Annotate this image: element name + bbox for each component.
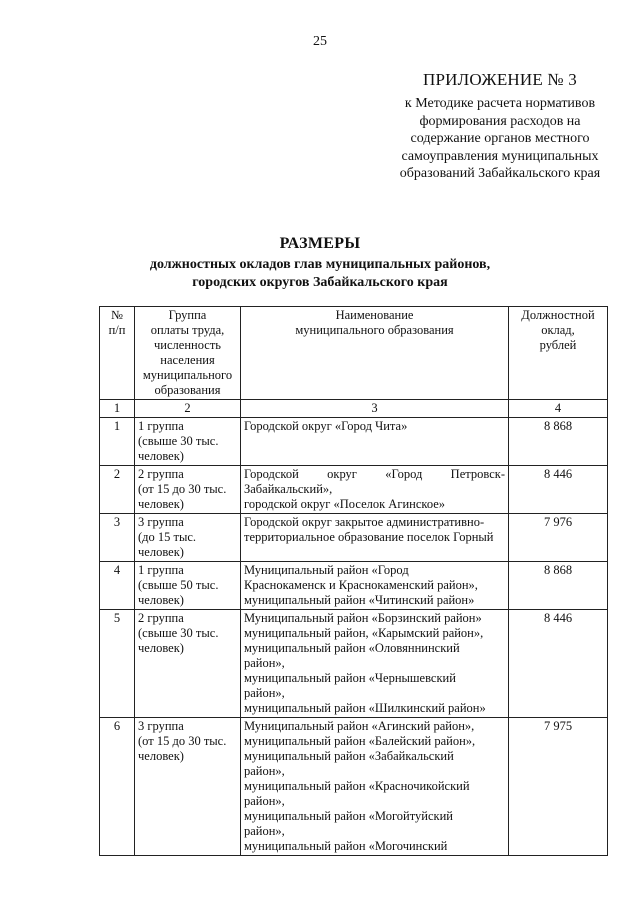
row-municipality-line: муниципальный район «Балейский район», <box>244 734 476 748</box>
table-row <box>100 514 608 562</box>
row-number: 5 <box>100 610 135 718</box>
header-line: Группа <box>168 308 207 322</box>
page-number: 25 <box>313 34 327 49</box>
row-group-line: (свыше 30 тыс. <box>138 434 219 448</box>
appendix-line: содержание органов местного <box>410 131 590 146</box>
header-line: образования <box>154 383 221 397</box>
table-row <box>100 418 608 466</box>
heading-line: городских округов Забайкальского края <box>192 275 448 290</box>
table-header-row <box>100 307 608 400</box>
row-salary: 7 975 <box>509 718 608 856</box>
row-group-line: (свыше 30 тыс. <box>138 626 219 640</box>
row-number: 3 <box>100 514 135 562</box>
row-municipality-line: Муниципальный район «Город <box>244 563 409 577</box>
appendix-line: формирования расходов на <box>419 113 581 129</box>
row-group-line: человек) <box>138 449 184 463</box>
row-municipality-line: муниципальный район «Могойтуйский <box>244 809 453 823</box>
row-municipality <box>241 562 509 610</box>
heading-line: должностных окладов глав муниципальных районов, <box>149 257 491 272</box>
row-salary: 7 976 <box>509 514 608 562</box>
row-municipality-line: территориальное образование поселок Горный <box>244 530 494 544</box>
row-group-line: человек) <box>138 749 184 763</box>
row-municipality-line: Муниципальный район «Агинский район», <box>244 719 475 733</box>
row-municipality-line: муниципальный район «Могочинский <box>244 839 448 853</box>
row-municipality <box>241 466 509 514</box>
row-group-line: человек) <box>138 497 184 511</box>
row-group <box>135 610 241 718</box>
table-body <box>100 418 608 856</box>
row-municipality-line: район», <box>244 824 285 838</box>
row-municipality <box>241 418 509 466</box>
header-name <box>241 307 509 400</box>
row-salary: 8 446 <box>509 610 608 718</box>
row-group <box>135 562 241 610</box>
salary-table <box>99 306 608 856</box>
appendix-line: образований Забайкальского края <box>399 166 601 181</box>
row-municipality-line: Городской округ «Город Петровск- <box>244 467 505 481</box>
row-municipality-line: район», <box>244 656 285 670</box>
heading-subtitle <box>0 256 640 292</box>
header-line: населения <box>160 353 215 367</box>
row-group-line: 3 группа <box>138 515 184 529</box>
header-line: муниципального <box>142 368 233 382</box>
row-group <box>135 718 241 856</box>
table-row <box>100 466 608 514</box>
header-line: Наименование <box>335 308 414 322</box>
column-number-row <box>100 400 608 418</box>
row-municipality-line: Забайкальский», <box>244 482 333 496</box>
row-municipality-line: Городской округ закрытое административно- <box>244 515 485 529</box>
column-number: 1 <box>100 400 135 418</box>
row-group-line: 2 группа <box>138 611 184 625</box>
column-number: 3 <box>241 400 509 418</box>
column-number: 2 <box>135 400 241 418</box>
row-group-line: 2 группа <box>138 467 184 481</box>
table-row <box>100 610 608 718</box>
header-line: оплаты труда, <box>150 323 225 337</box>
row-municipality-line: район», <box>244 794 285 808</box>
appendix-line: самоуправления муниципальных <box>401 148 599 164</box>
row-municipality-line: муниципальный район «Красночикойский <box>244 779 470 793</box>
row-number: 4 <box>100 562 135 610</box>
row-group-line: 1 группа <box>138 563 184 577</box>
row-salary: 8 868 <box>509 418 608 466</box>
row-group <box>135 466 241 514</box>
row-group-line: (от 15 до 30 тыс. <box>138 734 227 748</box>
header-line: рублей <box>539 338 577 352</box>
row-salary: 8 868 <box>509 562 608 610</box>
header-line: численность <box>154 338 221 352</box>
row-group-line: человек) <box>138 641 184 655</box>
row-municipality <box>241 718 509 856</box>
appendix-line: к Методике расчета нормативов <box>404 96 596 111</box>
heading-title: РАЗМЕРЫ <box>279 235 361 252</box>
row-number: 2 <box>100 466 135 514</box>
row-group <box>135 418 241 466</box>
row-municipality-line: муниципальный район «Шилкинский район» <box>244 701 486 715</box>
row-municipality-line: муниципальный район «Оловяннинский <box>244 641 460 655</box>
row-number: 1 <box>100 418 135 466</box>
row-number: 6 <box>100 718 135 856</box>
column-number: 4 <box>509 400 608 418</box>
header-number <box>100 307 135 400</box>
row-municipality-line: муниципальный район «Забайкальский <box>244 749 454 763</box>
row-salary: 8 446 <box>509 466 608 514</box>
row-group-line: 1 группа <box>138 419 184 433</box>
row-municipality-line: район», <box>244 686 285 700</box>
table-row <box>100 562 608 610</box>
header-line: п/п <box>108 323 126 337</box>
row-group <box>135 514 241 562</box>
row-municipality-line: муниципальный район, «Карымский район», <box>244 626 484 640</box>
document-heading <box>0 235 640 292</box>
row-municipality-line: Муниципальный район «Борзинский район» <box>244 611 482 625</box>
header-line: № <box>111 308 123 322</box>
row-group-line: (до 15 тыс. <box>138 530 197 544</box>
header-line: муниципального образования <box>295 323 454 337</box>
row-group-line: (от 15 до 30 тыс. <box>138 482 227 496</box>
row-municipality-line: Краснокаменск и Краснокаменский район», <box>244 578 478 592</box>
row-municipality-line: муниципальный район «Читинский район» <box>244 593 475 607</box>
row-group-line: человек) <box>138 545 184 559</box>
table-row <box>100 718 608 856</box>
header-line: оклад, <box>541 323 575 337</box>
row-municipality-line: Городской округ «Город Чита» <box>244 419 408 433</box>
row-municipality-line: муниципальный район «Чернышевский <box>244 671 456 685</box>
row-group-line: 3 группа <box>138 719 184 733</box>
header-line: Должностной <box>521 308 595 322</box>
row-group-line: человек) <box>138 593 184 607</box>
row-municipality-line: городской округ «Поселок Агинское» <box>244 497 446 511</box>
appendix-subtitle <box>384 95 616 183</box>
row-municipality <box>241 514 509 562</box>
header-salary <box>509 307 608 400</box>
row-group-line: (свыше 50 тыс. <box>138 578 219 592</box>
header-group <box>135 307 241 400</box>
appendix-title: ПРИЛОЖЕНИЕ № 3 <box>423 70 577 89</box>
row-municipality-line: район», <box>244 764 285 778</box>
row-municipality <box>241 610 509 718</box>
